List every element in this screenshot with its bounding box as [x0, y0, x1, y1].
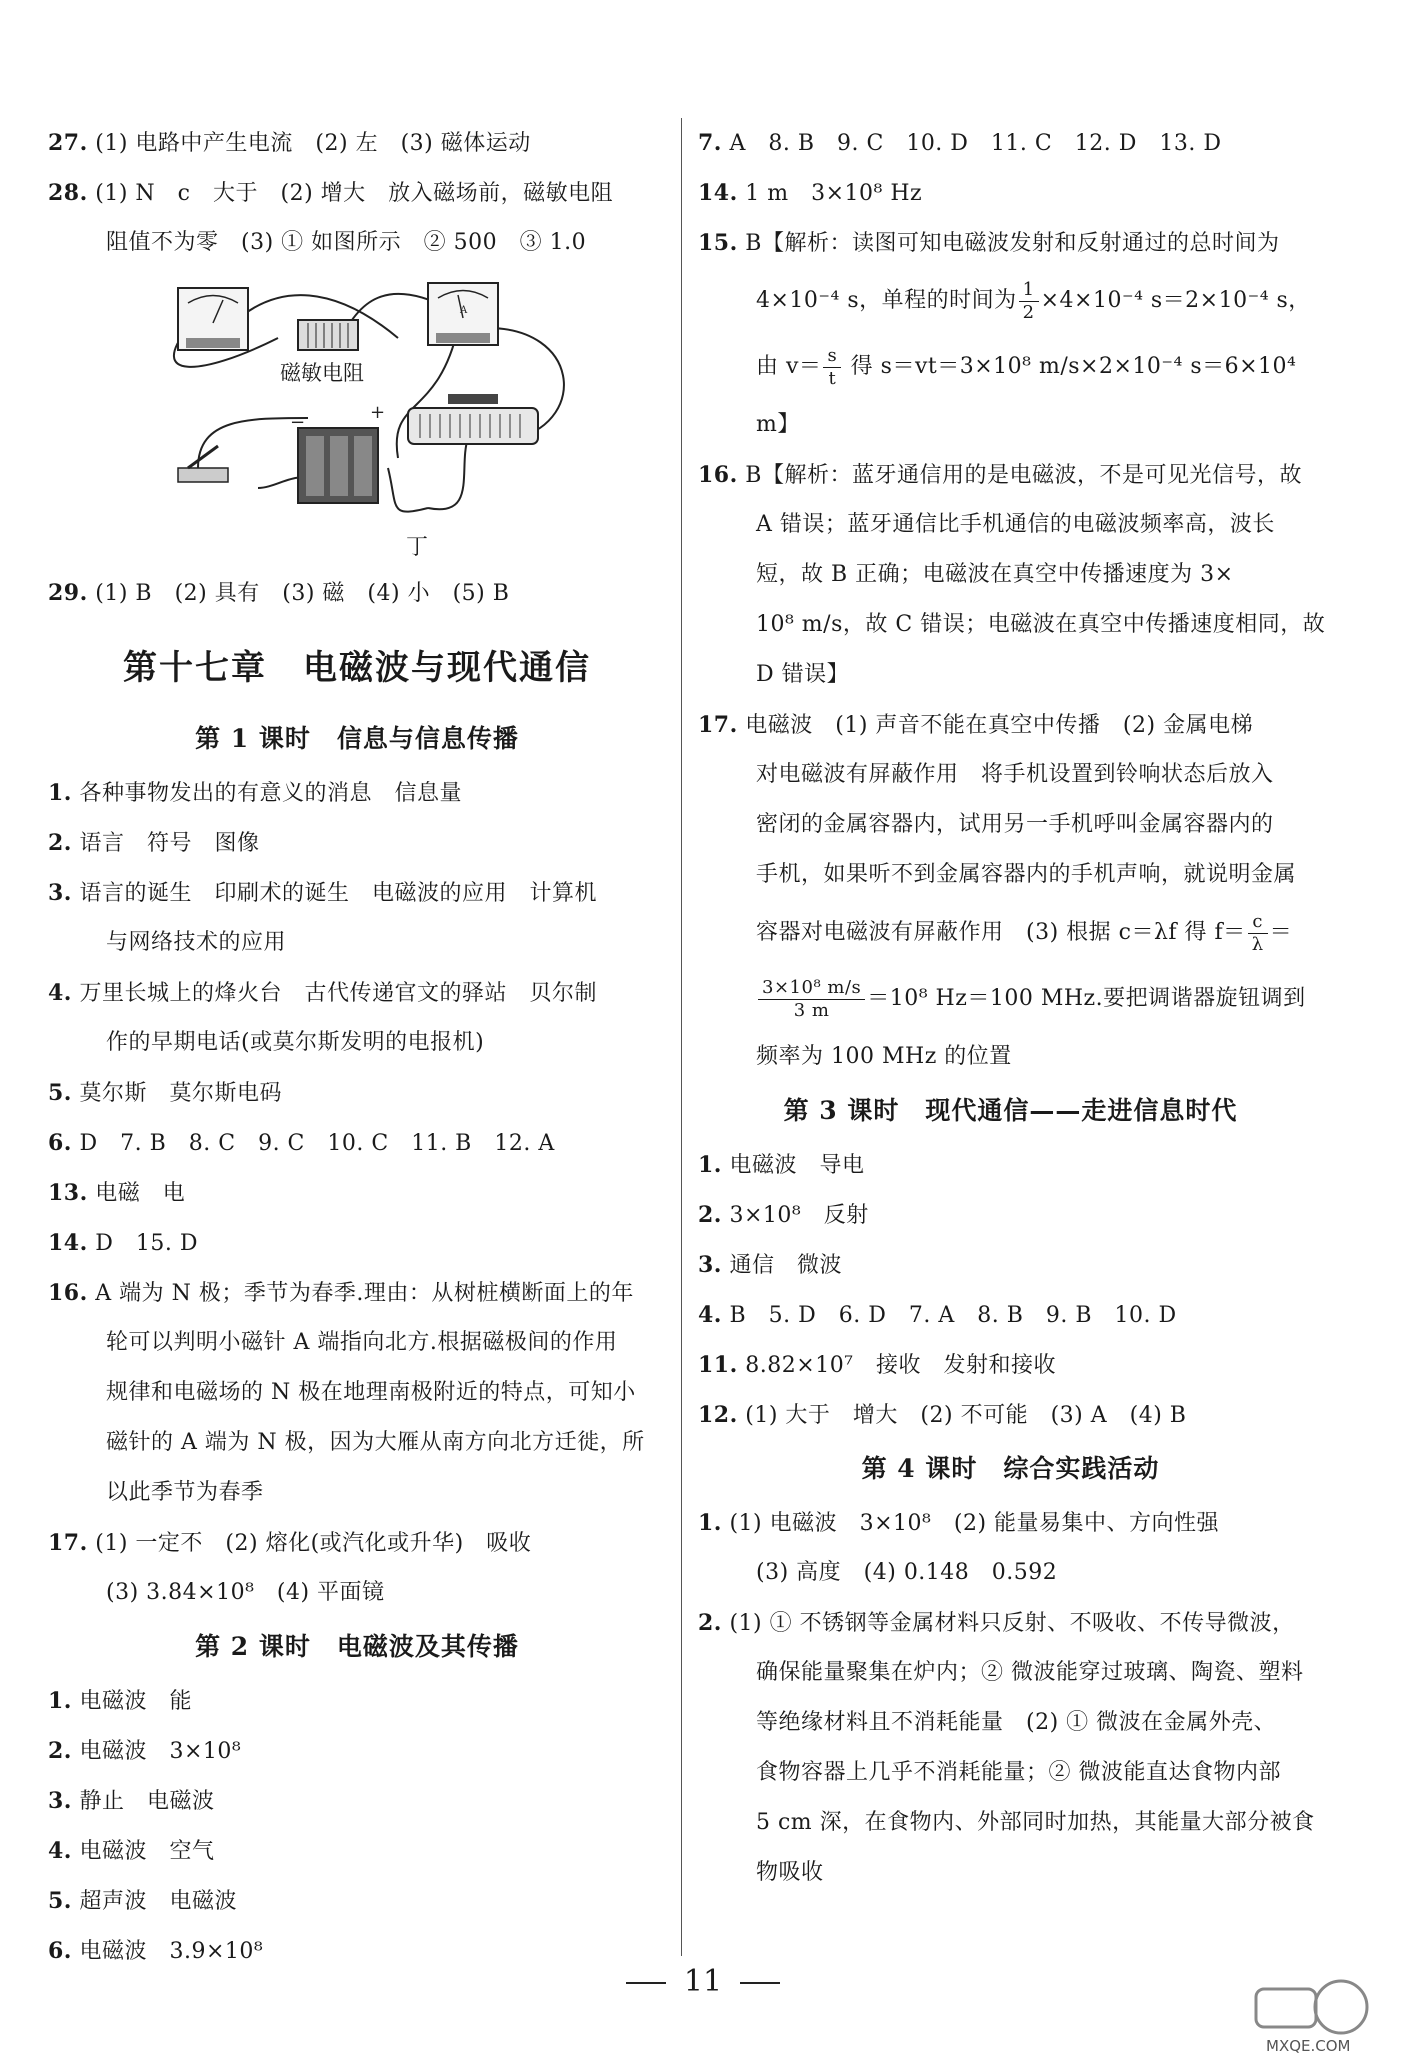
answer-line	[48, 1368, 666, 1418]
answer-text: 8.82×10⁷ 接收 发射和接收	[737, 1353, 1057, 1378]
answer-line	[698, 1598, 1323, 1648]
answer-text: 电磁波 空气	[71, 1839, 215, 1864]
plus-sign: +	[370, 402, 386, 423]
answer-text: 电磁波 导电	[721, 1153, 865, 1178]
answer-text: A 端为 N 极；季节为春季.理由：从树桩横断面上的年	[87, 1281, 634, 1306]
question-number: 2.	[48, 830, 72, 856]
answer-16-cont: 短，故 B 正确；电磁波在真空中传播速度为 3×	[756, 562, 1234, 587]
question-number: 1.	[48, 780, 72, 806]
lesson-1-answers	[48, 768, 666, 1618]
question-number: 4.	[48, 1838, 72, 1864]
answer-17-last: 频率为 100 MHz 的位置	[756, 1044, 1012, 1069]
answer-line	[48, 1468, 666, 1518]
answer-text: 语言的诞生 印刷术的诞生 电磁波的应用 计算机	[71, 881, 597, 906]
circuit-diagram	[158, 268, 628, 568]
answer-line	[48, 1568, 666, 1618]
answer-text: 确保能量聚集在炉内；② 微波能穿过玻璃、陶瓷、塑料	[756, 1660, 1304, 1685]
answer-text: D 7. B 8. C 9. C 10. C 11. B 12. A	[71, 1131, 555, 1156]
question-number: 12.	[698, 1402, 738, 1428]
answer-line	[48, 1018, 666, 1068]
fraction-s-over-t: $\frac{s}{t}$	[823, 345, 841, 390]
answer-15-line3: 由 v＝ $\frac{s}{t}$ 得 s＝vt＝3×10⁸ m/s×2×10⁻⁴ s＝6×10⁴	[756, 344, 1297, 389]
answer-text: 莫尔斯 莫尔斯电码	[71, 1081, 282, 1106]
answer-29: 29. (1) B (2) 具有 (3) 磁 (4) 小 (5) B	[48, 580, 510, 606]
svg-text:A: A	[460, 305, 468, 316]
question-number: 3.	[48, 880, 72, 906]
answer-text: (3) 3.84×10⁸ (4) 平面镜	[106, 1580, 385, 1605]
question-number: 3.	[698, 1252, 722, 1278]
question-number: 6.	[48, 1938, 72, 1964]
question-number: 5.	[48, 1888, 72, 1914]
answer-line	[48, 1218, 666, 1268]
question-number: 17.	[48, 1530, 88, 1556]
minus-sign: −	[290, 412, 306, 433]
answer-17: 17. 电磁波 (1) 声音不能在真空中传播 (2) 金属电梯	[698, 712, 1254, 738]
answer-text: 3×10⁸ 反射	[721, 1203, 869, 1228]
answer-line	[698, 1140, 1323, 1190]
answer-text: 规律和电磁场的 N 极在地理南极附近的特点，可知小	[106, 1380, 636, 1405]
circuit-figure	[48, 268, 666, 568]
answer-line	[48, 1726, 666, 1776]
answer-text: (1) 大于 增大 (2) 不可能 (3) A (4) B	[737, 1403, 1187, 1428]
answer-28: 28. (1) N c 大于 (2) 增大 放入磁场前，磁敏电阻	[48, 180, 614, 206]
answer-line	[698, 1648, 1323, 1698]
answer-text: (1) 电磁波 3×10⁸ (2) 能量易集中、方向性强	[721, 1511, 1220, 1536]
watermark-text: MXQE.COM	[1266, 2037, 1351, 2055]
fraction-speed-over-wavelength: $\frac{\text{3×10⁸ m/s}}{3 m}$	[758, 977, 865, 1022]
lesson-2-answers	[48, 1676, 666, 1976]
answer-line	[698, 1748, 1323, 1798]
answer-17-cont: 对电磁波有屏蔽作用 将手机设置到铃响状态后放入	[756, 762, 1274, 787]
answer-text: 以此季节为春季	[106, 1480, 264, 1505]
answer-17-formula: 容器对电磁波有屏蔽作用 (3) 根据 c＝λf 得 f＝ $\frac{c}{\lambda}$ ＝	[756, 910, 1293, 955]
galvanometer-left	[178, 288, 248, 350]
answer-text: 电磁 电	[87, 1181, 186, 1206]
answer-text: 通信 微波	[721, 1253, 842, 1278]
answer-text: 万里长城上的烽火台 古代传递官文的驿站 贝尔制	[71, 981, 597, 1006]
lesson-3-answers	[698, 1140, 1323, 1440]
rheostat	[408, 394, 538, 444]
left-column	[48, 118, 666, 1976]
answer-7-13: 7. A 8. B 9. C 10. D 11. C 12. D 13. D	[698, 130, 1222, 156]
answer-text: 语言 符号 图像	[71, 831, 260, 856]
answer-line	[48, 1518, 666, 1568]
switch	[178, 446, 228, 482]
question-number: 1.	[48, 1688, 72, 1714]
answer-17-result: $\frac{\text{3×10⁸ m/s}}{3 m}$ ＝10⁸ Hz＝100 MHz.要把调谐器旋钮调到	[698, 966, 1323, 1032]
answer-line	[48, 1268, 666, 1318]
answer-text: (1) 一定不 (2) 熔化(或汽化或升华) 吸收	[87, 1531, 532, 1556]
question-number: 3.	[48, 1788, 72, 1814]
answer-15-line2: 4×10⁻⁴ s，单程的时间为 $\frac{1}{2}$ ×4×10⁻⁴ s＝2×10⁻⁴ s，	[756, 278, 1311, 323]
question-number: 11.	[698, 1352, 738, 1378]
answer-text: 5 cm 深，在食物内、外部同时加热，其能量大部分被食	[756, 1810, 1315, 1835]
answer-line	[698, 1340, 1323, 1390]
answer-line	[48, 818, 666, 868]
battery	[298, 428, 378, 503]
answer-16: 16. B【解析：蓝牙通信用的是电磁波，不是可见光信号，故	[698, 462, 1302, 488]
right-column	[698, 118, 1326, 1898]
answer-text: 食物容器上几乎不消耗能量；② 微波能直达食物内部	[756, 1760, 1281, 1785]
answer-17-cont: 手机，如果听不到金属容器内的手机声响，就说明金属	[756, 862, 1297, 887]
footer-dash-left	[626, 1982, 666, 1984]
answer-line	[48, 1876, 666, 1926]
answer-line	[48, 768, 666, 818]
answer-15: 15. B【解析：读图可知电磁波发射和反射通过的总时间为	[698, 230, 1280, 256]
answer-text: 物吸收	[756, 1860, 824, 1885]
column-divider	[681, 118, 682, 1956]
question-number: 2.	[698, 1610, 722, 1636]
lesson-3-title: 第 3 课时 现代通信——走进信息时代	[783, 1096, 1238, 1125]
lesson-4-answers	[698, 1498, 1323, 1898]
answer-16-cont: D 错误】	[756, 662, 850, 687]
answer-text: 超声波 电磁波	[71, 1889, 237, 1914]
answer-text: (1) ① 不锈钢等金属材料只反射、不吸收、不传导微波，	[721, 1611, 1295, 1636]
answer-line	[48, 1118, 666, 1168]
answer-16-cont: 10⁸ m/s，故 C 错误；电磁波在真空中传播速度相同，故	[756, 612, 1326, 637]
fraction-half: $\frac{1}{2}$	[1019, 279, 1039, 324]
answer-line	[48, 1418, 666, 1468]
question-number: 2.	[48, 1738, 72, 1764]
answer-text: D 15. D	[87, 1231, 199, 1256]
answer-line	[698, 1290, 1323, 1340]
answer-text: 与网络技术的应用	[106, 930, 287, 955]
answer-16-cont: A 错误；蓝牙通信比手机通信的电磁波频率高，波长	[756, 512, 1275, 537]
answer-text: 各种事物发出的有意义的消息 信息量	[71, 781, 462, 806]
answer-28-cont: 阻值不为零 (3) ① 如图所示 ② 500 ③ 1.0	[106, 230, 587, 255]
lesson-2-title: 第 2 课时 电磁波及其传播	[195, 1632, 519, 1661]
question-number: 5.	[48, 1080, 72, 1106]
footer-dash-right	[740, 1982, 780, 1984]
question-number: 4.	[698, 1302, 722, 1328]
answer-text: 电磁波 3×10⁸	[71, 1739, 242, 1764]
answer-line	[48, 968, 666, 1018]
answer-text: 作的早期电话(或莫尔斯发明的电报机)	[106, 1030, 485, 1055]
question-number: 16.	[48, 1280, 88, 1306]
page-footer	[0, 1962, 1406, 2002]
answer-text: 静止 电磁波	[71, 1789, 215, 1814]
question-number: 14.	[48, 1230, 88, 1256]
answer-line	[48, 1168, 666, 1218]
answer-line	[48, 1776, 666, 1826]
answer-line	[48, 1826, 666, 1876]
answer-line	[698, 1698, 1323, 1748]
ammeter-right	[428, 283, 498, 345]
answer-15-line4: m】	[756, 412, 800, 437]
answer-27: 27. (1) 电路中产生电流 (2) 左 (3) 磁体运动	[48, 130, 531, 156]
answer-text: 磁针的 A 端为 N 极，因为大雁从南方向北方迁徙，所	[106, 1430, 645, 1455]
answer-line	[698, 1848, 1323, 1898]
question-number: 6.	[48, 1130, 72, 1156]
lesson-1-title: 第 1 课时 信息与信息传播	[195, 724, 519, 753]
answer-text: (3) 高度 (4) 0.148 0.592	[756, 1560, 1058, 1585]
answer-line	[698, 1240, 1323, 1290]
resistor-label: 磁敏电阻	[280, 361, 364, 385]
answer-line	[698, 1548, 1323, 1598]
answer-text: 轮可以判明小磁针 A 端指向北方.根据磁极间的作用	[106, 1330, 618, 1355]
answer-line	[48, 918, 666, 968]
answer-line	[48, 1068, 666, 1118]
answer-line	[48, 1676, 666, 1726]
question-number: 1.	[698, 1152, 722, 1178]
fraction-c-over-lambda: $\frac{c}{\lambda}$	[1248, 911, 1268, 956]
question-number: 4.	[48, 980, 72, 1006]
answer-text: 等绝缘材料且不消耗能量 (2) ① 微波在金属外壳、	[756, 1710, 1277, 1735]
answer-line	[698, 1190, 1323, 1240]
answer-text: B 5. D 6. D 7. A 8. B 9. B 10. D	[721, 1303, 1177, 1328]
answer-line	[48, 868, 666, 918]
question-number: 13.	[48, 1180, 88, 1206]
chapter-title: 第十七章 电磁波与现代通信	[123, 648, 591, 688]
answer-text: 电磁波 能	[71, 1689, 192, 1714]
answer-line	[48, 1318, 666, 1368]
lesson-4-title: 第 4 课时 综合实践活动	[861, 1454, 1160, 1483]
answer-line	[698, 1498, 1323, 1548]
magnetoresistor	[298, 320, 358, 350]
question-number: 2.	[698, 1202, 722, 1228]
answer-14: 14. 1 m 3×10⁸ Hz	[698, 180, 923, 206]
question-number: 1.	[698, 1510, 722, 1536]
answer-line	[698, 1798, 1323, 1848]
answer-line	[698, 1390, 1323, 1440]
figure-caption: 丁	[406, 535, 429, 560]
site-watermark	[1236, 1975, 1386, 2059]
answer-17-cont: 密闭的金属容器内，试用另一手机呼叫金属容器内的	[756, 812, 1274, 837]
page-number: 11	[683, 1964, 723, 1999]
answer-text: 电磁波 3.9×10⁸	[71, 1939, 264, 1964]
